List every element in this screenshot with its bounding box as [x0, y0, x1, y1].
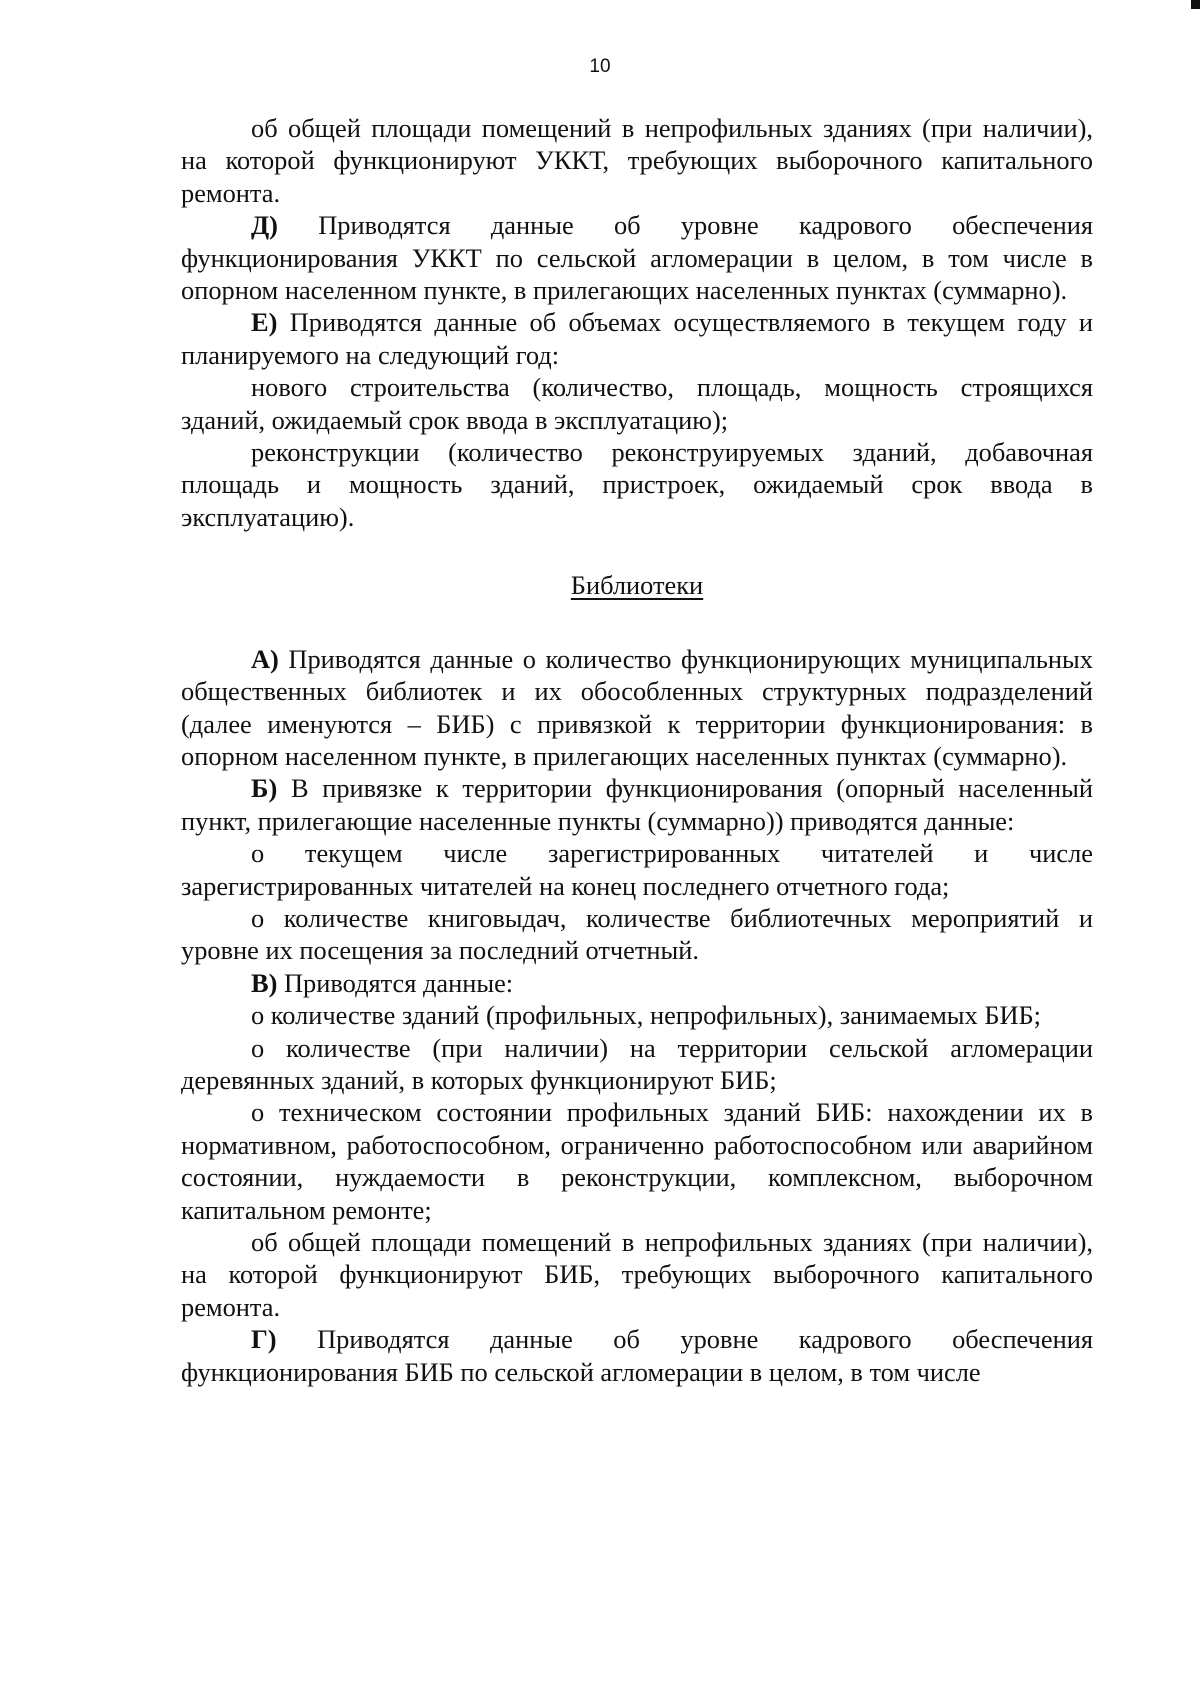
page-number: 10 [589, 56, 611, 77]
paragraph-v-data [181, 967, 1093, 999]
document-body [181, 112, 1093, 1388]
paragraph-text: об общей площади помещений в непрофильных зданиях (при наличии), на которой функционируют УККТ, требующих выборочного капитального ремонта. [181, 113, 1093, 208]
paragraph-technical-condition [181, 1096, 1093, 1226]
paragraph-text: о количестве (при наличии) на территории сельской агломерации деревянных зданий, в которых функционируют БИБ; [181, 1032, 1093, 1095]
paragraph-buildings-count [181, 999, 1093, 1031]
paragraph-text: Приводятся данные об уровне кадрового обеспечения функционирования УККТ по сельской агломерации в целом, в том числе в опорном населенном пункте, в прилегающих населенных пунктах (суммарно). [181, 210, 1093, 306]
paragraph-text: нового строительства (количество, площадь, мощность строящихся зданий, ожидаемый срок ввода в эксплуатацию); [181, 372, 1093, 435]
paragraph-d-staffing-ukkt [181, 209, 1093, 306]
paragraph-text: В привязке к территории функционирования (опорный населенный пункт, прилегающие населенные пункты (суммарно)) приводятся данные: [181, 773, 1093, 836]
paragraph-label: Е) [251, 307, 278, 338]
section-heading-libraries: Библиотеки [570, 570, 704, 601]
paragraph-label: Б) [251, 773, 278, 804]
paragraph-text: о количестве зданий (профильных, непрофильных), занимаемых БИБ; [251, 1000, 1042, 1031]
paragraph-book-loans [181, 902, 1093, 967]
paragraph-label: В) [251, 967, 278, 998]
paragraph-text: о техническом состоянии профильных зданий БИБ: нахождении их в нормативном, работоспособном, ограниченно работоспособном или аварийном состоянии, нуждаемости в реконструкции, комплексном, выборочном капитальном ремонте; [181, 1097, 1093, 1225]
paragraph-text: Приводятся данные об уровне кадрового обеспечения функционирования БИБ по сельской агломерации в целом, в том числе [181, 1324, 1093, 1387]
paragraph-text: о количестве книговыдач, количестве библиотечных мероприятий и уровне их посещения за последний отчетный. [181, 902, 1093, 966]
paragraph-a-library-count [181, 643, 1093, 773]
paragraph-text: Приводятся данные: [277, 967, 514, 998]
scan-corner-mark [1191, 0, 1200, 9]
paragraph-wooden-buildings [181, 1032, 1093, 1097]
paragraph-text: реконструкции (количество реконструируемых зданий, добавочная площадь и мощность зданий, пристроек, ожидаемый срок ввода в эксплуатацию). [181, 437, 1093, 532]
paragraph-label: Г) [251, 1324, 277, 1355]
paragraph-text: об общей площади помещений в непрофильных зданиях (при наличии), на которой функционируют БИБ, требующих выборочного капитального ремонта. [181, 1227, 1093, 1322]
paragraph-e-construction-volume [181, 306, 1093, 371]
paragraph-g-staffing-bib [181, 1323, 1093, 1388]
paragraph-label: А) [251, 643, 279, 674]
paragraph-readers-count [181, 837, 1093, 902]
paragraph-total-area-bib [181, 1226, 1093, 1323]
paragraph-text: Приводятся данные об объемах осуществляемого в текущем году и планируемого на следующий год: [181, 307, 1093, 370]
paragraph-b-territory-data [181, 772, 1093, 837]
paragraph-new-construction [181, 371, 1093, 436]
paragraph-label: Д) [251, 210, 278, 241]
paragraph-text: Приводятся данные о количество функционирующих муниципальных общественных библиотек и их обособленных структурных подразделений (далее именуются – БИБ) с привязкой к территории функционирования: в опорном населенном пункте, в прилегающих населенных пунктах (суммарно). [181, 643, 1093, 771]
paragraph-text: о текущем числе зарегистрированных читателей и числе зарегистрированных читателей на конец последнего отчетного года; [181, 838, 1093, 901]
paragraph-reconstruction [181, 436, 1093, 533]
paragraph-total-area-ukkt [181, 112, 1093, 209]
